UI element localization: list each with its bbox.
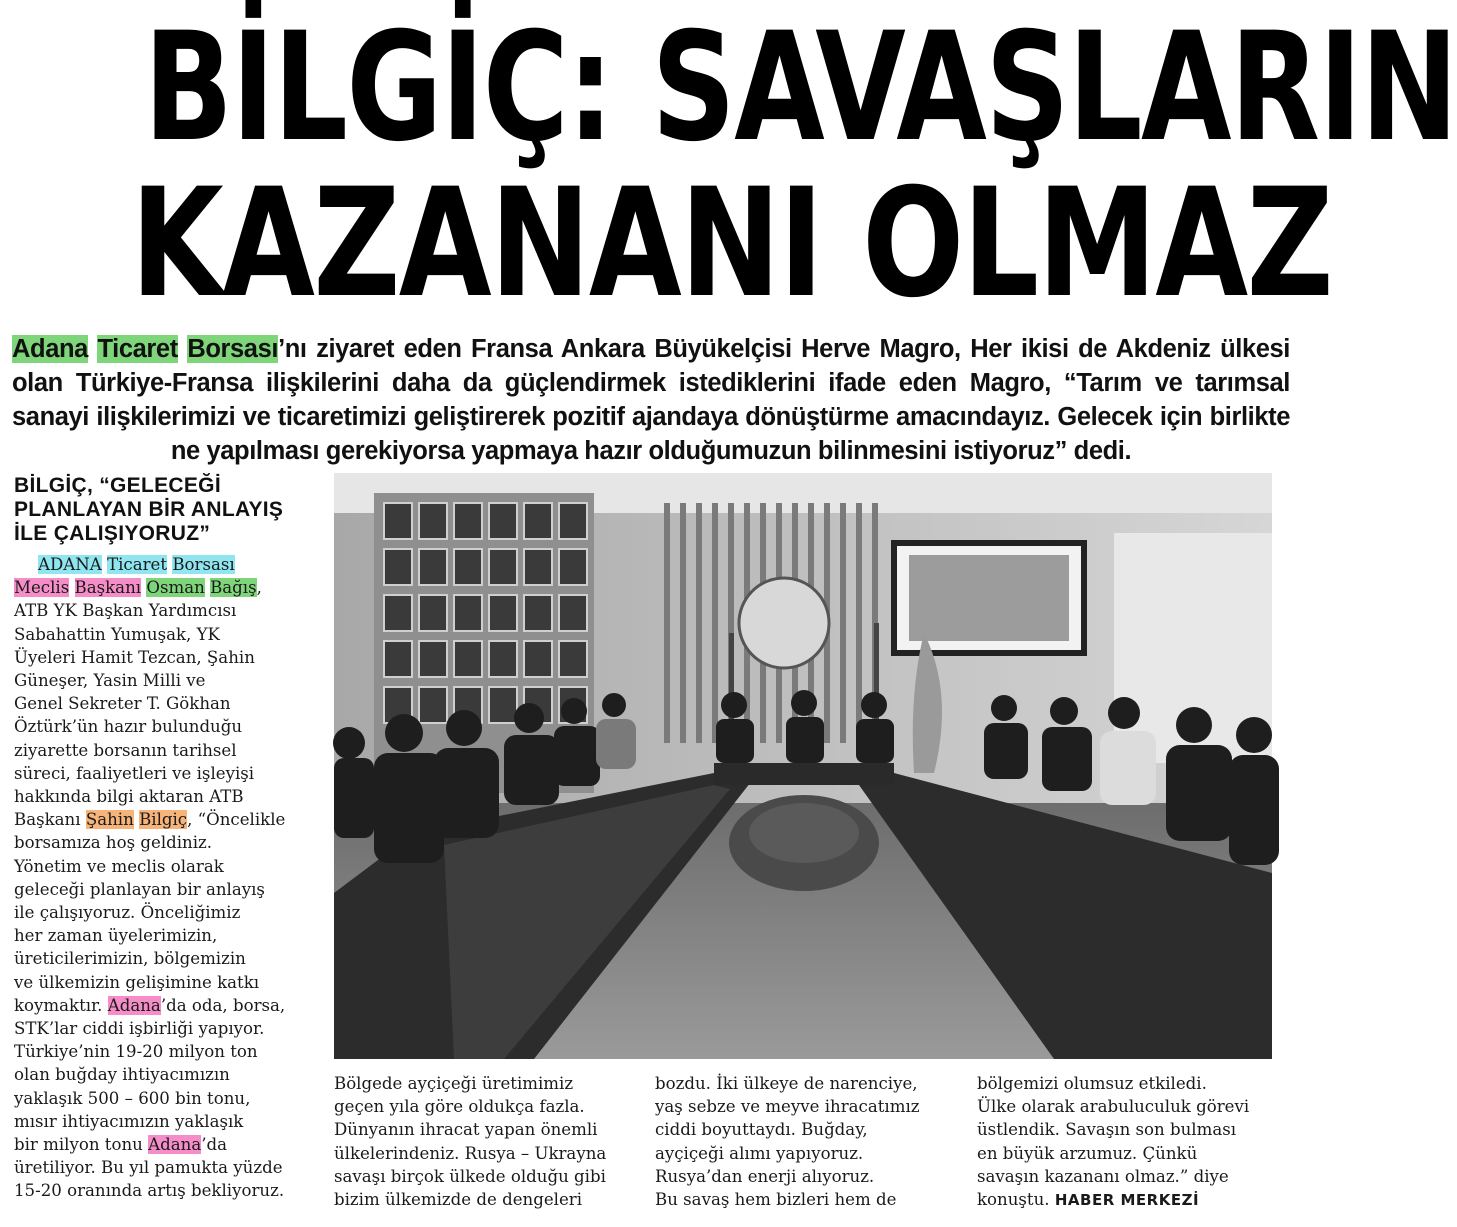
body-line: borsamıza hoş geldiniz. <box>14 833 213 853</box>
highlight-osman: Osman <box>146 578 205 598</box>
meeting-photo-illustration <box>334 473 1272 1059</box>
body-line: ciddi boyuttaydı. Buğday, <box>655 1120 868 1140</box>
borsa-emblem <box>739 578 829 668</box>
body-line: Sabahattin Yumuşak, YK <box>14 624 220 644</box>
body-line: 15-20 oranında artış bekliyoruz. <box>14 1181 285 1201</box>
body-line: üretiliyor. Bu yıl pamukta yüzde <box>14 1158 283 1178</box>
body-line: üstlendik. Savaşın son bulması <box>977 1120 1237 1140</box>
highlight-adana-3: Adana <box>148 1135 202 1155</box>
body-line: yaş sebze ve meyve ihracatımız <box>655 1097 920 1117</box>
highlight-meclis: Meclis <box>14 578 70 598</box>
body-column-d <box>977 1072 1277 1212</box>
body-line <box>977 1188 1277 1212</box>
body-line: ayçiçeği alımı yapıyoruz. <box>655 1143 864 1163</box>
body-line: bozdu. İki ülkeye de narenciye, <box>655 1074 918 1093</box>
body-line: ülkelerindeniz. Rusya – Ukrayna <box>334 1143 607 1163</box>
highlight-sahin: Şahin <box>85 810 134 830</box>
text-oncelikle: , “Öncelikle <box>187 810 286 830</box>
body-line: en büyük arzumuz. Çünkü <box>977 1143 1198 1163</box>
body-line <box>14 994 314 1017</box>
text-koymaktir: koymaktır. <box>14 995 103 1015</box>
body-line <box>14 576 314 599</box>
subheading <box>14 474 314 546</box>
highlight-bagis: Bağış <box>210 578 257 598</box>
body-line: geleceği planlayan bir anlayış <box>14 879 265 899</box>
headline-line-1: BİLGİÇ: SAVAŞLARIN <box>143 1 1457 175</box>
comma: , <box>256 578 262 598</box>
ataturk-portrait <box>894 543 1084 653</box>
body-line: Öztürk’ün hazır bulunduğu <box>14 717 243 737</box>
body-line: Yönetim ve meclis olarak <box>14 856 224 876</box>
highlight-bilgic: Bilgiç <box>139 810 188 830</box>
body-line: Güneşer, Yasin Milli ve <box>14 671 206 691</box>
body-line: Türkiye’nin 19-20 milyon ton <box>14 1042 258 1062</box>
body-column-left <box>14 553 314 1203</box>
body-line: Bu savaş hem bizleri hem de <box>655 1190 897 1210</box>
highlight-ticaret: Ticaret <box>97 335 178 363</box>
text-bir-milyon: bir milyon tonu <box>14 1135 143 1155</box>
headline-line-2: KAZANANI OLMAZ <box>130 157 1332 331</box>
body-line: bölgemizi olumsuz etkiledi. <box>977 1074 1207 1093</box>
body-line: her zaman üyelerimizin, <box>14 926 218 946</box>
body-line <box>14 553 314 576</box>
subheading-line-2: PLANLAYAN BİR ANLAYIŞ <box>14 498 284 521</box>
lead-text: ’nı ziyaret eden Fransa Ankara Büyükelçisi Herve Magro, Her ikisi de Akdeniz ülkesi olan Türkiye-Fransa ilişkilerini daha da güçlendirmek istediklerini ifade eden Magro, “Tarım ve tarımsal sanayi ilişkilerimizi ve ticaretimizi geliştirerek pozitif ajandaya dönüştürme amacındayız. Gelecek için birlikte ne yapılması gerekiyorsa yapmaya hazır olduğumuzun bilinmesini istiyoruz” dedi. <box>12 335 1290 465</box>
subheading-line-1: BİLGİÇ, “GELECEĞİ <box>14 474 221 497</box>
body-line: savaşı birçok ülkede olduğu gibi <box>334 1166 606 1186</box>
subheading-line-3: İLE ÇALIŞIYORUZ” <box>14 522 211 545</box>
body-line: Bölgede ayçiçeği üretimimiz <box>334 1074 574 1093</box>
meeting-photo <box>334 473 1272 1059</box>
body-line: bizim ülkemizde de dengeleri <box>334 1190 583 1210</box>
body-line: Rusya’dan enerji alıyoruz. <box>655 1166 875 1186</box>
body-line: süreci, faaliyetleri ve işleyişi <box>14 763 255 783</box>
text-da: ’da <box>201 1135 228 1155</box>
text-oda-borsa: ’da oda, borsa, <box>160 995 286 1015</box>
highlight-adana-2: Adana <box>107 995 161 1015</box>
body-line: ATB YK Başkan Yardımcısı <box>14 601 237 621</box>
text-konustu: konuştu. <box>977 1190 1050 1210</box>
body-line: Genel Sekreter T. Gökhan <box>14 694 231 714</box>
body-line: geçen yıla göre oldukça fazla. <box>334 1097 585 1117</box>
body-line: Üyeleri Hamit Tezcan, Şahin <box>14 647 255 667</box>
body-line: ile çalışıyoruz. Önceliğimiz <box>14 903 241 923</box>
body-line: üreticilerimizin, bölgemizin <box>14 949 246 969</box>
body-line <box>14 1133 314 1156</box>
body-column-c <box>655 1072 955 1211</box>
highlight-borsasi: Borsası <box>172 555 235 574</box>
attendees-head <box>716 690 894 763</box>
body-line: ziyarette borsanın tarihsel <box>14 740 237 760</box>
highlight-borsasi: Borsası <box>187 335 279 363</box>
body-line: hakkında bilgi aktaran ATB <box>14 787 244 807</box>
highlight-adana-caps: ADANA <box>38 555 102 574</box>
body-line: Dünyanın ihracat yapan önemli <box>334 1120 598 1140</box>
text-baskani: Başkanı <box>14 810 81 830</box>
body-line <box>14 808 314 831</box>
highlight-adana: Adana <box>12 335 88 363</box>
highlight-baskani: Başkanı <box>74 578 142 598</box>
body-line: mısır ihtiyacımızın yaklaşık <box>14 1111 244 1131</box>
byline-signature: HABER MERKEZİ <box>1054 1191 1200 1210</box>
body-line: STK’lar ciddi işbirliği yapıyor. <box>14 1019 265 1039</box>
body-line: Ülke olarak arabuluculuk görevi <box>977 1097 1250 1117</box>
body-column-b <box>334 1072 634 1211</box>
body-line: yaklaşık 500 – 600 bin tonu, <box>14 1088 251 1108</box>
body-line: olan buğday ihtiyacımızın <box>14 1065 230 1085</box>
lead-paragraph <box>12 332 1290 468</box>
body-line: savaşın kazananı olmaz.” diye <box>977 1166 1229 1186</box>
body-line: ve ülkemizin gelişimine katkı <box>14 972 260 992</box>
highlight-ticaret: Ticaret <box>107 555 168 574</box>
